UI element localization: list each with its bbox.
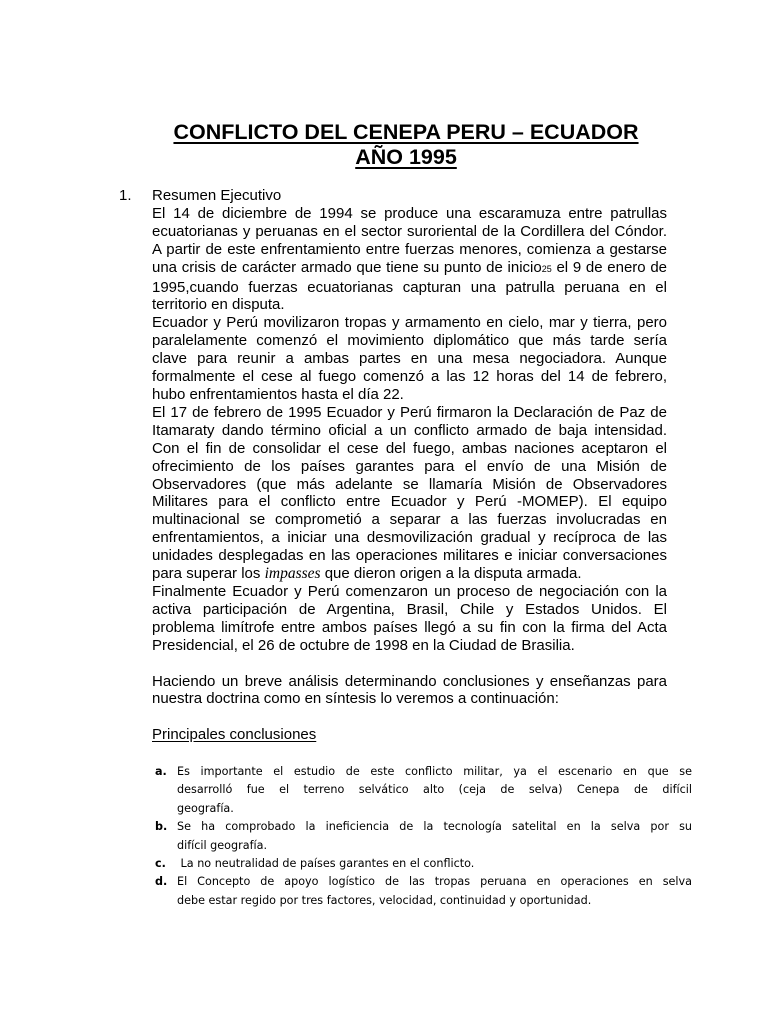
paragraph-line: paralelamente comenzó el movimiento diplomático que más tarde sería (152, 332, 667, 350)
paragraph-line: 1995,cuando fuerzas ecuatorianas capturan una patrulla peruana en el (152, 278, 667, 296)
paragraph-spacer (152, 655, 667, 673)
paragraph-line: Finalmente Ecuador y Perú comenzaron un proceso de negociación con la (152, 582, 667, 600)
paragraph-line: ofrecimiento de los países garantes para el envío de una Misión de (152, 457, 667, 475)
list-item (152, 763, 692, 818)
paragraph-line: ecuatorianas y peruanas en el sector suroriental de la Cordillera del Cóndor. (152, 222, 667, 240)
section-content (152, 187, 667, 744)
document-title (100, 120, 712, 170)
italic-term: impasses (264, 565, 321, 583)
paragraph-line (152, 259, 667, 279)
list-item-line: geografía. (177, 801, 234, 815)
paragraph-line: clave para reunir a ambas partes en una mesa negociadora. Aunque (152, 350, 667, 368)
list-item-line: El Concepto de apoyo logístico de las tropas peruana en operaciones en selva (177, 875, 692, 889)
list-item-line: debe estar regido por tres factores, velocidad, continuidad y oportunidad. (177, 893, 592, 907)
paragraph-line: unidades desplegadas en las operaciones militares e iniciar conversaciones (152, 547, 667, 565)
title-line-1: CONFLICTO DEL CENEPA PERU – ECUADOR (173, 120, 639, 144)
list-item-line: La no neutralidad de países garantes en el conflicto. (177, 857, 475, 871)
paragraph-line: El 17 de febrero de 1995 Ecuador y Perú firmaron la Declaración de Paz de (152, 403, 667, 421)
paragraph-line: territorio en disputa. (152, 296, 285, 314)
list-item (152, 873, 692, 910)
list-marker: c. (155, 857, 166, 871)
list-item-line: desarrolló fue el terreno selvático alto (ceja de selva) Cenepa de difícil (177, 783, 692, 797)
list-item-line: difícil geografía. (177, 838, 268, 852)
subheading-conclusions: Principales conclusiones (152, 726, 317, 744)
paragraph-line: Itamaraty dando término oficial a un conflicto armado de baja intensidad. (152, 421, 667, 439)
paragraph-line: Ecuador y Perú movilizaron tropas y armamento en cielo, mar y tierra, pero (152, 314, 667, 332)
paragraph-line (152, 565, 667, 583)
title-line-2: AÑO 1995 (355, 145, 457, 169)
section-heading: Resumen Ejecutivo (152, 187, 282, 204)
list-marker: a. (155, 765, 167, 778)
list-item (152, 818, 692, 855)
section-number: 1. (119, 187, 132, 204)
list-item (152, 855, 692, 873)
section-executive-summary (119, 187, 667, 744)
paragraph-line: problema limítrofe entre ambos países llegó a su fin con la firma del Acta (152, 618, 667, 636)
paragraph-1 (152, 205, 667, 314)
paragraph-line: activa participación de Argentina, Brasil, Chile y Estados Unidos. El (152, 600, 667, 618)
paragraph-line: hubo enfrentamientos hasta el día 22. (152, 385, 404, 403)
paragraph-line: nuestra doctrina como en síntesis lo veremos a continuación: (152, 690, 559, 708)
paragraph-5 (152, 673, 667, 709)
paragraph-line: Observadores (que más adelante se llamaría Misión de Observadores (152, 475, 667, 493)
footnote-reference: 25 (541, 263, 552, 274)
paragraph-3 (152, 404, 667, 583)
list-marker: b. (155, 820, 168, 834)
paragraph-4 (152, 583, 667, 655)
paragraph-line: formalmente el cese al fuego comenzó a las 12 horas del 14 de febrero, (152, 368, 667, 386)
paragraph-line: enfrentamientos, a iniciar una desmovilización gradual y recíproca de las (152, 529, 667, 547)
list-item-line: Es importante el estudio de este conflicto militar, ya el escenario en que se (177, 765, 692, 778)
paragraph-line: El 14 de diciembre de 1994 se produce una escaramuza entre patrullas (152, 204, 667, 222)
paragraph-line: A partir de este enfrentamiento entre fuerzas menores, comienza a gestarse (152, 240, 667, 258)
paragraph-line: Militares para el conflicto entre Ecuador y Perú -MOMEP). El equipo (152, 493, 667, 511)
line-text: una crisis de carácter armado que tiene su punto de inicio (152, 258, 542, 276)
paragraph-line: multinacional se comprometió a separar a las fuerzas involucradas en (152, 511, 667, 529)
line-text: el 9 de enero de (551, 258, 668, 276)
line-text: para superar los (152, 565, 265, 583)
paragraph-line: Con el fin de consolidar el cese del fuego, ambas naciones aceptaron el (152, 439, 667, 457)
conclusions-list (152, 763, 692, 910)
paragraph-spacer (152, 708, 667, 726)
paragraph-line: Presidencial, el 26 de octubre de 1998 en la Ciudad de Brasilia. (152, 636, 575, 654)
paragraph-line: Haciendo un breve análisis determinando conclusiones y enseñanzas para (152, 672, 667, 690)
list-item-line: Se ha comprobado la ineficiencia de la tecnología satelital en la selva por su (177, 820, 692, 834)
line-text: que dieron origen a la disputa armada. (320, 565, 582, 583)
paragraph-2 (152, 314, 667, 404)
list-marker: d. (155, 875, 168, 889)
